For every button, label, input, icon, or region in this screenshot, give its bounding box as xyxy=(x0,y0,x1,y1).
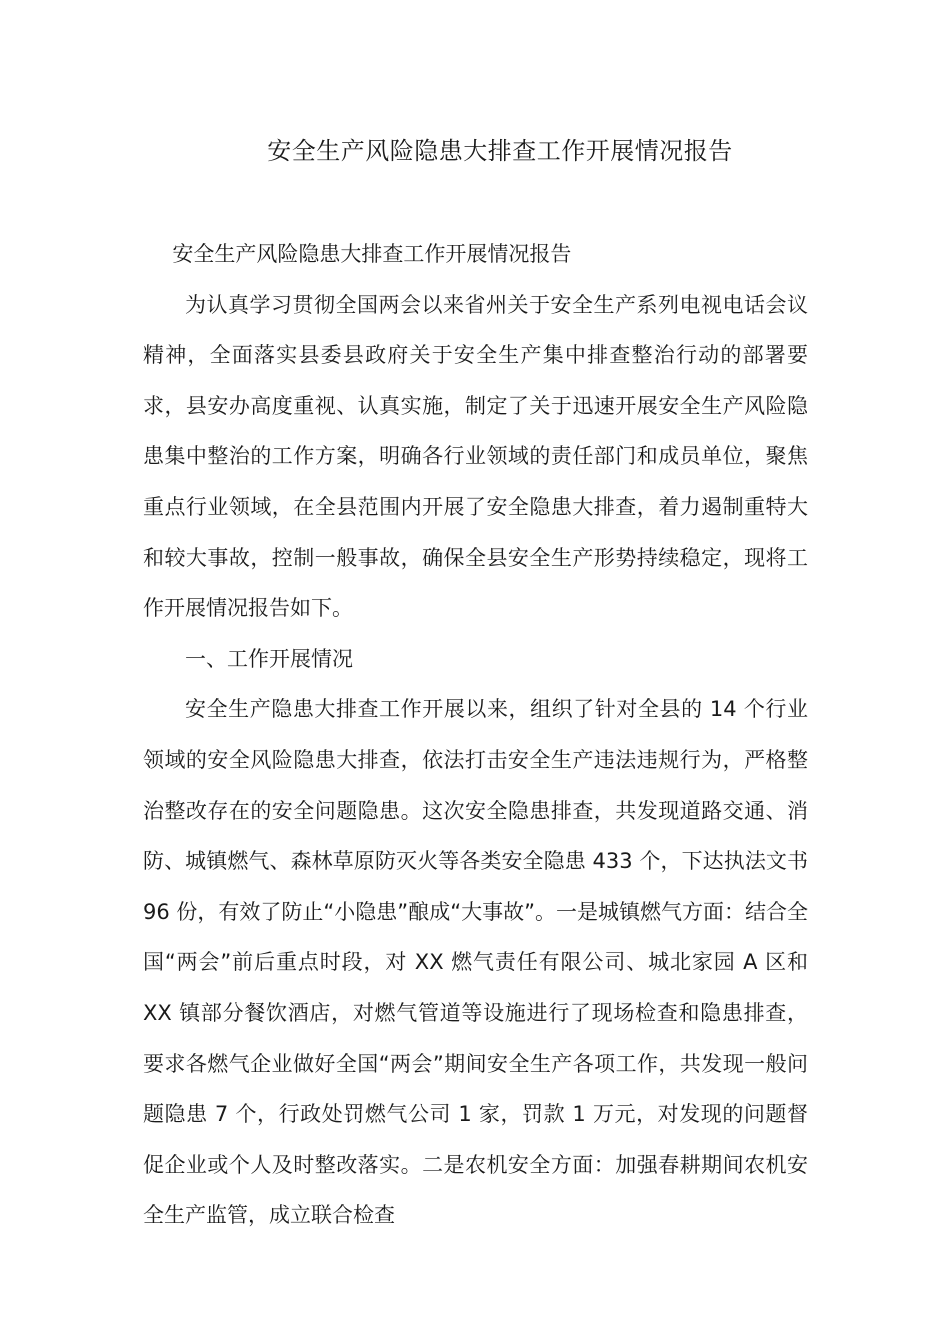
section-paragraph: 安全生产隐患大排查工作开展以来，组织了针对全县的 14 个行业领域的安全风险隐患大排查，依法打击安全生产违法违规行为，严格整治整改存在的安全问题隐患。这次安全隐患排查，共发现道路交通、消防、城镇燃气、森林草原防灭火等各类安全隐患 433 个，下达执法文书 96 份，有效了防止“小隐患”酿成“大事故”。一是城镇燃气方面：结合全国“两会”前后重点时段，对 XX 燃气责任有限公司、城北家园 A 区和 XX 镇部分餐饮酒店，对燃气管道等设施进行了现场检查和隐患排查，要求各燃气企业做好全国“两会”期间安全生产各项工作，共发现一般问题隐患 7 个，行政处罚燃气公司 1 家，罚款 1 万元，对发现的问题督促企业或个人及时整改落实。二是农机安全方面：加强春耕期间农机安全生产监管，成立联合检查 xyxy=(143,697,808,1228)
intro-paragraph: 为认真学习贯彻全国两会以来省州关于安全生产系列电视电话会议精神，全面落实县委县政府关于安全生产集中排查整治行动的部署要求，县安办高度重视、认真实施，制定了关于迅速开展安全生产风险隐患集中整治的工作方案，明确各行业领域的责任部门和成员单位，聚焦重点行业领域，在全县范围内开展了安全隐患大排查，着力遏制重特大和较大事故，控制一般事故，确保全县安全生产形势持续稳定，现将工作开展情况报告如下。 xyxy=(143,292,808,621)
document-title: 安全生产风险隐患大排查工作开展情况报告 xyxy=(267,137,733,165)
subtitle-line: 安全生产风险隐患大排查工作开展情况报告 xyxy=(172,242,572,266)
document-body xyxy=(143,229,808,1241)
section-heading: 一、工作开展情况 xyxy=(185,646,353,671)
